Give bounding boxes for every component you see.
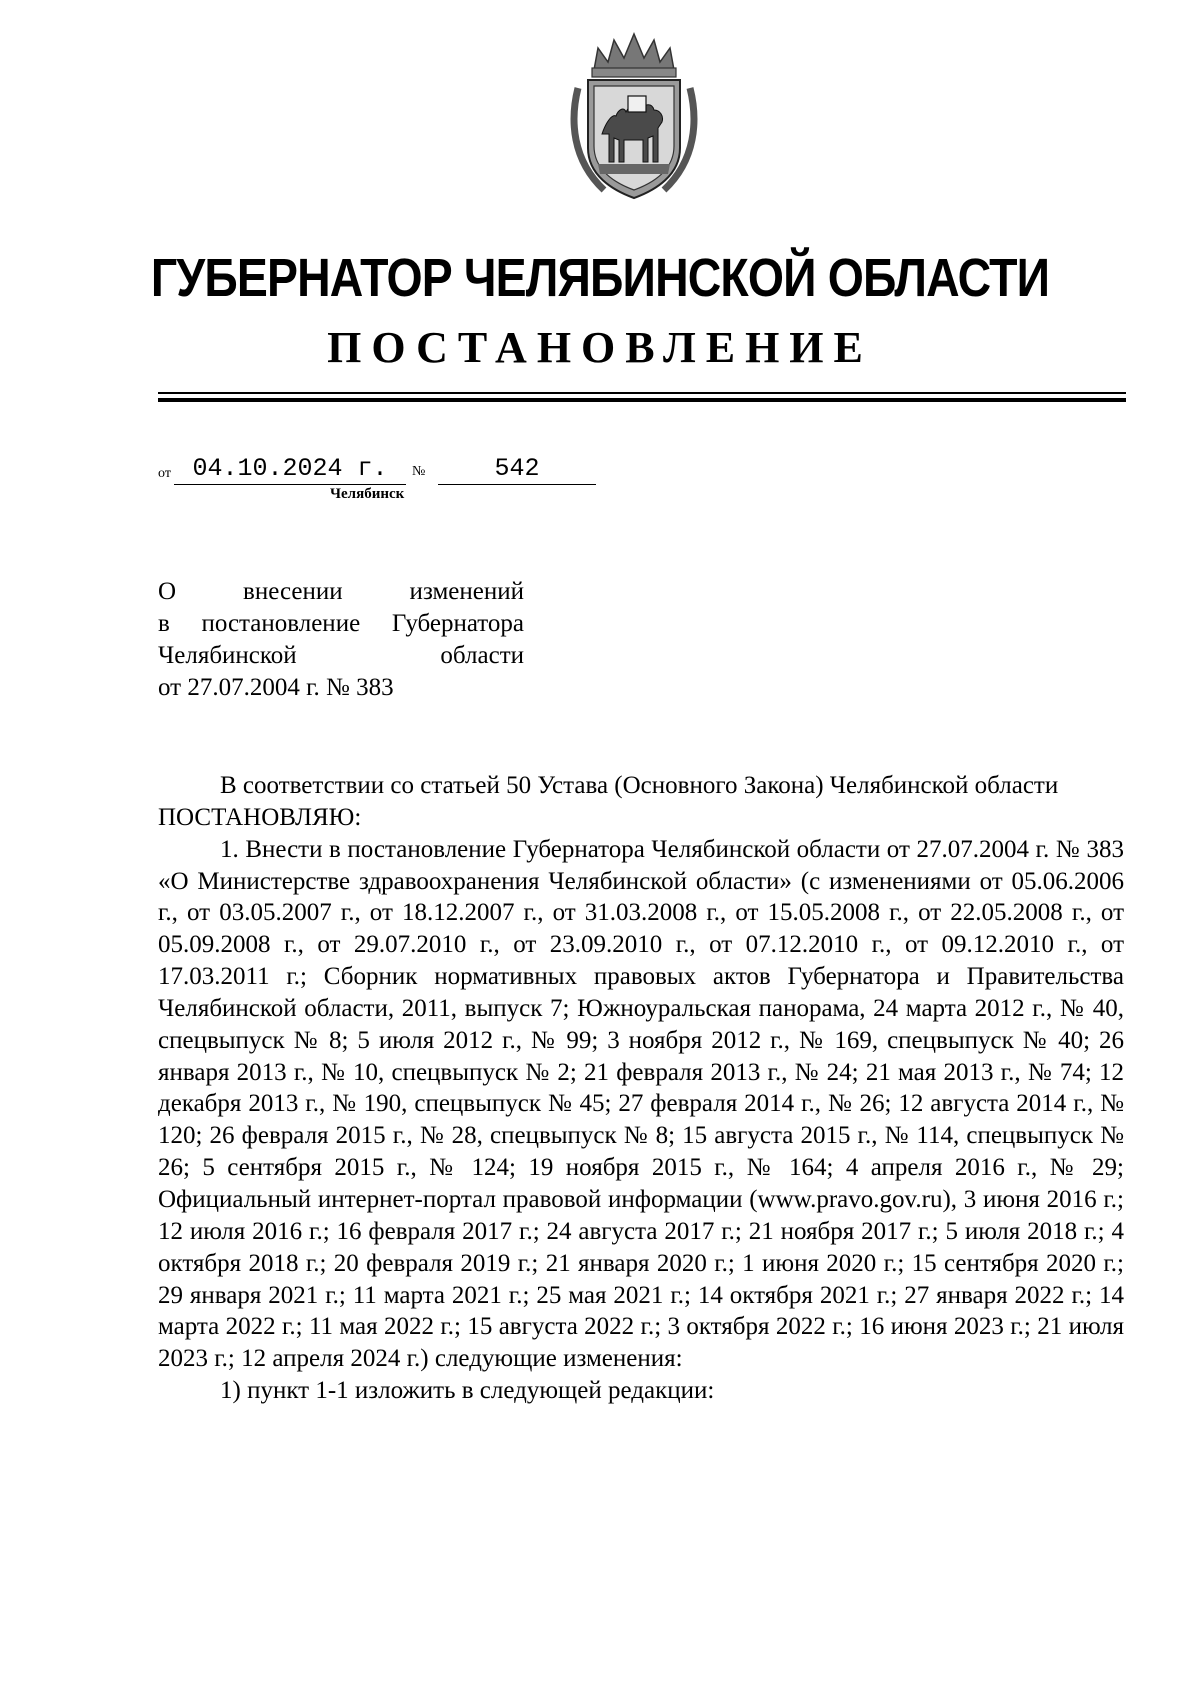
header-divider-thick bbox=[158, 398, 1126, 402]
document-date: 04.10.2024 г. bbox=[174, 454, 406, 485]
document-type: ПОСТАНОВЛЕНИЕ bbox=[327, 323, 873, 372]
header-divider-thin bbox=[158, 392, 1126, 394]
document-meta bbox=[158, 454, 758, 494]
subject-line: Челябинской области bbox=[158, 642, 524, 669]
city: Челябинск bbox=[330, 486, 405, 502]
number-prefix: № bbox=[412, 464, 426, 479]
subject-line: от 27.07.2004 г. № 383 bbox=[158, 674, 394, 701]
item-1-paragraph: 1. Внести в постановление Губернатора Челябинской области от 27.07.2004 г. № 383 «О Министерстве здравоохранения Челябинской области» (с изменениями от 05.06.2006 г., от 03.05.2007 г., от 18.12.2007 г., от 31.03.2008 г., от 15.05.2008 г., от 22.05.2008 г., от 05.09.2008 г., от 29.07.2010 г., от 23.09.2010 г., от 07.12.2010 г., от 09.12.2010 г., от 17.03.2011 г.; Сборник нормативных правовых актов Губернатора и Правительства Челябинской области, 2011, выпуск 7; Южноуральская панорама, 24 марта 2012 г., № 40, спецвыпуск № 8; 5 июля 2012 г., № 99; 3 ноября 2012 г., № 169, спецвыпуск № 40; 26 января 2013 г., № 10, спецвыпуск № 2; 21 февраля 2013 г., № 24; 21 мая 2013 г., № 74; 12 декабря 2013 г., № 190, спецвыпуск № 45; 27 февраля 2014 г., № 26; 12 августа 2014 г., № 120; 26 февраля 2015 г., № 28, спецвыпуск № 8; 15 августа 2015 г., № 114, спецвыпуск № 26; 5 сентября 2015 г., № 124; 19 ноября 2015 г., № 164; 4 апреля 2016 г., № 29; Официальный интернет-портал правовой информации (www.pravo.gov.ru), 3 июня 2016 г.; 12 июля 2016 г.; 16 февраля 2017 г.; 24 августа 2017 г.; 21 ноября 2017 г.; 5 июля 2018 г.; 4 октября 2018 г.; 20 февраля 2019 г.; 21 января 2020 г.; 1 июня 2020 г.; 15 сентября 2020 г.; 29 января 2021 г.; 11 марта 2021 г.; 25 мая 2021 г.; 14 октября 2021 г.; 27 января 2022 г.; 14 марта 2022 г.; 11 мая 2022 г.; 15 августа 2022 г.; 3 октября 2022 г.; 16 июня 2023 г.; 21 июля 2023 г.; 12 апреля 2024 г.) следующие изменения: bbox=[158, 835, 1124, 1373]
document-subject bbox=[158, 576, 524, 704]
resolve-heading: ПОСТАНОВЛЯЮ: bbox=[158, 803, 362, 831]
subject-line: в постановление Губернатора bbox=[158, 610, 524, 637]
org-title: ГУБЕРНАТОР ЧЕЛЯБИНСКОЙ ОБЛАСТИ bbox=[150, 248, 1050, 308]
subitem-1-paragraph: 1) пункт 1-1 изложить в следующей редакции: bbox=[220, 1377, 715, 1405]
document-number: 542 bbox=[438, 454, 596, 485]
preamble-paragraph: В соответствии со статьей 50 Устава (Основного Закона) Челябинской области bbox=[220, 772, 1059, 799]
subject-line: О внесении изменений bbox=[158, 578, 524, 605]
document-body bbox=[158, 770, 1124, 1407]
date-prefix: от bbox=[158, 466, 171, 481]
coat-of-arms-emblem bbox=[568, 30, 700, 205]
